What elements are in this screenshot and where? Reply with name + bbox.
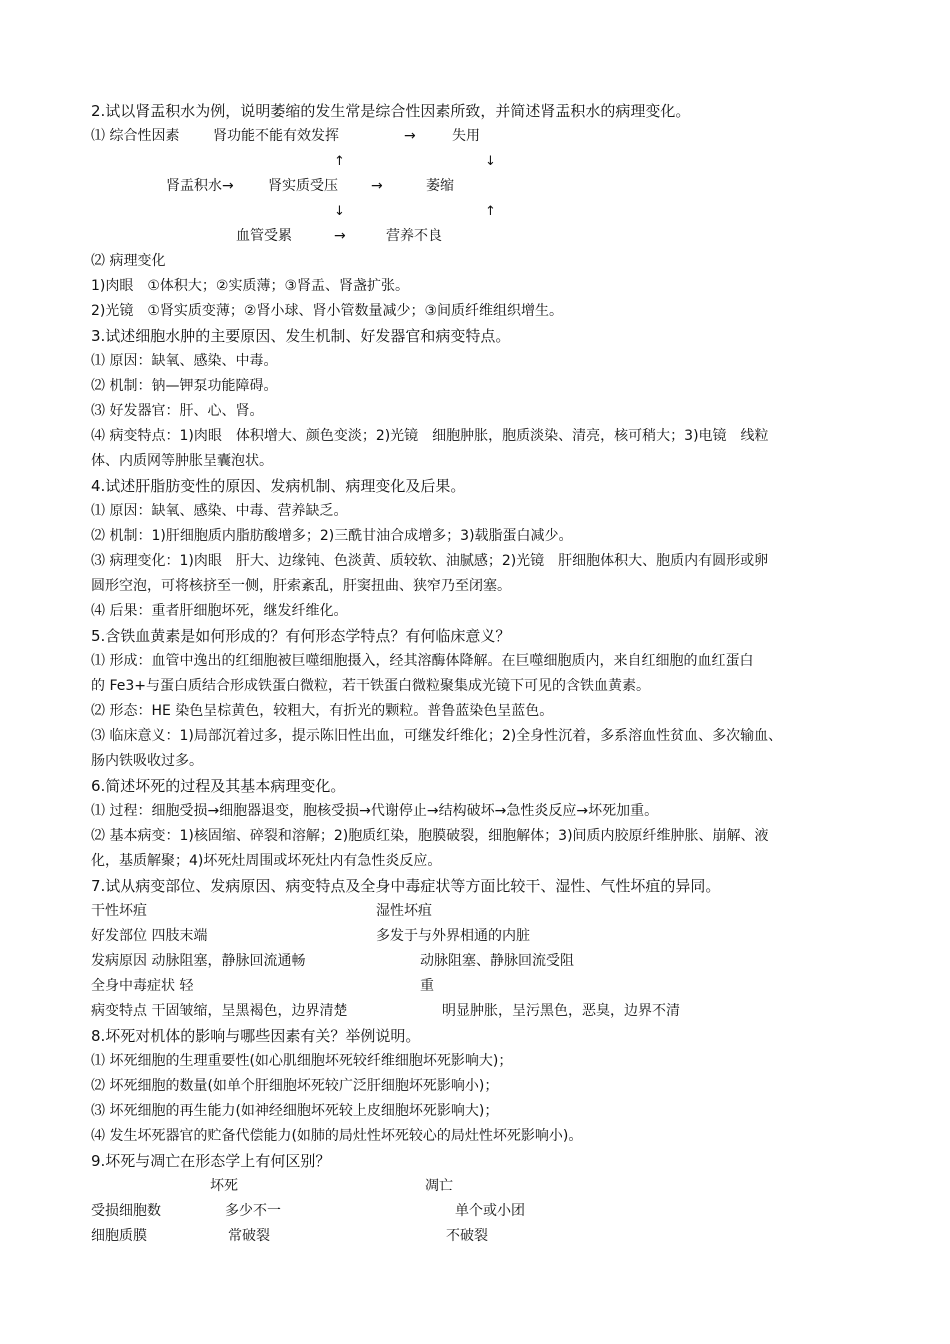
- q3-line: ⑵ 机制：钠—钾泵功能障碍。: [91, 378, 278, 394]
- q4-line: 圆形空泡，可将核挤至一侧，肝索紊乱，肝窦扭曲、狭窄乃至闭塞。: [91, 578, 511, 594]
- diagram-vessel: 血管受累: [236, 228, 292, 244]
- diagram-renal-function: 肾功能不能有效发挥: [213, 128, 339, 144]
- q7-cell: 全身中毒症状 轻: [91, 978, 194, 994]
- diagram-compression: 肾实质受压: [268, 178, 338, 194]
- q8-line: ⑵ 坏死细胞的数量(如单个肝细胞坏死较广泛肝细胞坏死影响小)；: [91, 1078, 499, 1094]
- q7-cell: 重: [420, 978, 434, 994]
- q2-gross: 1)肉眼 ①体积大；②实质薄；③肾盂、肾盏扩张。: [91, 278, 410, 294]
- q7-cell: 动脉阻塞、静脉回流受阻: [420, 953, 574, 969]
- diagram-arrow-up: ↑: [334, 154, 345, 169]
- q3-title: 3.试述细胞水肿的主要原因、发生机制、好发器官和病变特点。: [91, 327, 511, 345]
- q9-row-label: 细胞质膜: [91, 1228, 147, 1244]
- q5-line: ⑶ 临床意义：1)局部沉着过多，提示陈旧性出血，可继发纤维化；2)全身性沉着，多系溶血性贫血、多次输血、: [91, 728, 783, 744]
- diagram-atrophy: 萎缩: [426, 178, 454, 194]
- q7-title: 7.试从病变部位、发病原因、病变特点及全身中毒症状等方面比较干、湿性、气性坏疽的异同。: [91, 877, 721, 895]
- diagram-arrow-right: →: [334, 228, 346, 244]
- diagram-arrow-up: ↑: [485, 204, 496, 219]
- q9-row-label: 受损细胞数: [91, 1203, 161, 1219]
- diagram-malnutrition: 营养不良: [386, 228, 442, 244]
- q9-cell: 多少不一: [225, 1203, 281, 1219]
- q6-line: ⑵ 基本病变：1)核固缩、碎裂和溶解；2)胞质红染，胞膜破裂，细胞解体；3)间质内胶原纤维肿胀、崩解、液: [91, 828, 769, 844]
- q9-cell: 不破裂: [446, 1228, 488, 1244]
- diagram-arrow-down: ↓: [334, 204, 345, 219]
- q7-cell: 发病原因 动脉阻塞，静脉回流通畅: [91, 953, 306, 969]
- q7-cell: 病变特点 干固皱缩，呈黑褐色，边界清楚: [91, 1003, 348, 1019]
- q8-line: ⑴ 坏死细胞的生理重要性(如心肌细胞坏死较纤维细胞坏死影响大)；: [91, 1053, 513, 1069]
- q2-diagram-heading: ⑴ 综合性因素: [91, 128, 180, 144]
- q6-title: 6.简述坏死的过程及其基本病理变化。: [91, 777, 346, 795]
- q3-line: ⑷ 病变特点：1)肉眼 体积增大、颜色变淡；2)光镜 细胞肿胀，胞质淡染、清亮，核可稍大；3)电镜 线粒: [91, 428, 769, 444]
- diagram-arrow-down: ↓: [485, 154, 496, 169]
- q6-line: ⑴ 过程：细胞受损→细胞器退变，胞核受损→代谢停止→结构破坏→急性炎反应→坏死加重。: [91, 803, 659, 819]
- diagram-disuse: 失用: [452, 128, 480, 144]
- q2-pathology-heading: ⑵ 病理变化: [91, 253, 166, 269]
- q4-line: ⑶ 病理变化：1)肉眼 肝大、边缘钝、色淡黄、质较软、油腻感；2)光镜 肝细胞体积大、胞质内有圆形或卵: [91, 553, 769, 569]
- q5-line: ⑵ 形态：HE 染色呈棕黄色，较粗大，有折光的颗粒。普鲁蓝染色呈蓝色。: [91, 703, 554, 719]
- q9-cell: 常破裂: [228, 1228, 270, 1244]
- q2-micro: 2)光镜 ①肾实质变薄；②肾小球、肾小管数量减少；③间质纤维组织增生。: [91, 303, 564, 319]
- q5-line: ⑴ 形成：血管中逸出的红细胞被巨噬细胞摄入，经其溶酶体降解。在巨噬细胞质内，来自红细胞的血红蛋白: [91, 653, 754, 669]
- q5-line: 的 Fe3+与蛋白质结合形成铁蛋白微粒，若干铁蛋白微粒聚集成光镜下可见的含铁血黄素。: [91, 678, 650, 694]
- q7-cell: 多发于与外界相通的内脏: [376, 928, 530, 944]
- q3-line: ⑴ 原因：缺氧、感染、中毒。: [91, 353, 278, 369]
- q7-cell: 明显肿胀，呈污黑色，恶臭，边界不清: [442, 1003, 680, 1019]
- q8-title: 8.坏死对机体的影响与哪些因素有关？举例说明。: [91, 1027, 421, 1045]
- q4-line: ⑴ 原因：缺氧、感染、中毒、营养缺乏。: [91, 503, 348, 519]
- q8-line: ⑷ 发生坏死器官的贮备代偿能力(如肺的局灶性坏死较心的局灶性坏死影响小)。: [91, 1128, 583, 1144]
- diagram-arrow-right: →: [371, 178, 383, 194]
- q6-line: 化，基质解聚；4)坏死灶周围或坏死灶内有急性炎反应。: [91, 853, 442, 869]
- q9-title: 9.坏死与凋亡在形态学上有何区别？: [91, 1152, 331, 1170]
- q7-cell: 好发部位 四肢末端: [91, 928, 208, 944]
- q3-line: 体、内质网等肿胀呈囊泡状。: [91, 453, 273, 469]
- q4-line: ⑷ 后果：重者肝细胞坏死，继发纤维化。: [91, 603, 348, 619]
- q9-cell: 单个或小团: [455, 1203, 525, 1219]
- q4-title: 4.试述肝脂肪变性的原因、发病机制、病理变化及后果。: [91, 477, 466, 495]
- q7-header-wet: 湿性坏疽: [376, 903, 432, 919]
- q2-title: 2.试以肾盂积水为例，说明萎缩的发生常是综合性因素所致，并简述肾盂积水的病理变化。: [91, 102, 691, 120]
- diagram-hydronephrosis: 肾盂积水→: [166, 178, 234, 194]
- q3-line: ⑶ 好发器官：肝、心、肾。: [91, 403, 264, 419]
- q5-line: 肠内铁吸收过多。: [91, 753, 203, 769]
- q9-header-necrosis: 坏死: [210, 1178, 238, 1194]
- q5-title: 5.含铁血黄素是如何形成的？有何形态学特点？有何临床意义？: [91, 627, 511, 645]
- q7-header-dry: 干性坏疽: [91, 903, 147, 919]
- q8-line: ⑶ 坏死细胞的再生能力(如神经细胞坏死较上皮细胞坏死影响大)；: [91, 1103, 499, 1119]
- q4-line: ⑵ 机制：1)肝细胞质内脂肪酸增多；2)三酰甘油合成增多；3)载脂蛋白减少。: [91, 528, 573, 544]
- q9-header-apoptosis: 凋亡: [425, 1178, 453, 1194]
- diagram-arrow-right: →: [404, 128, 416, 144]
